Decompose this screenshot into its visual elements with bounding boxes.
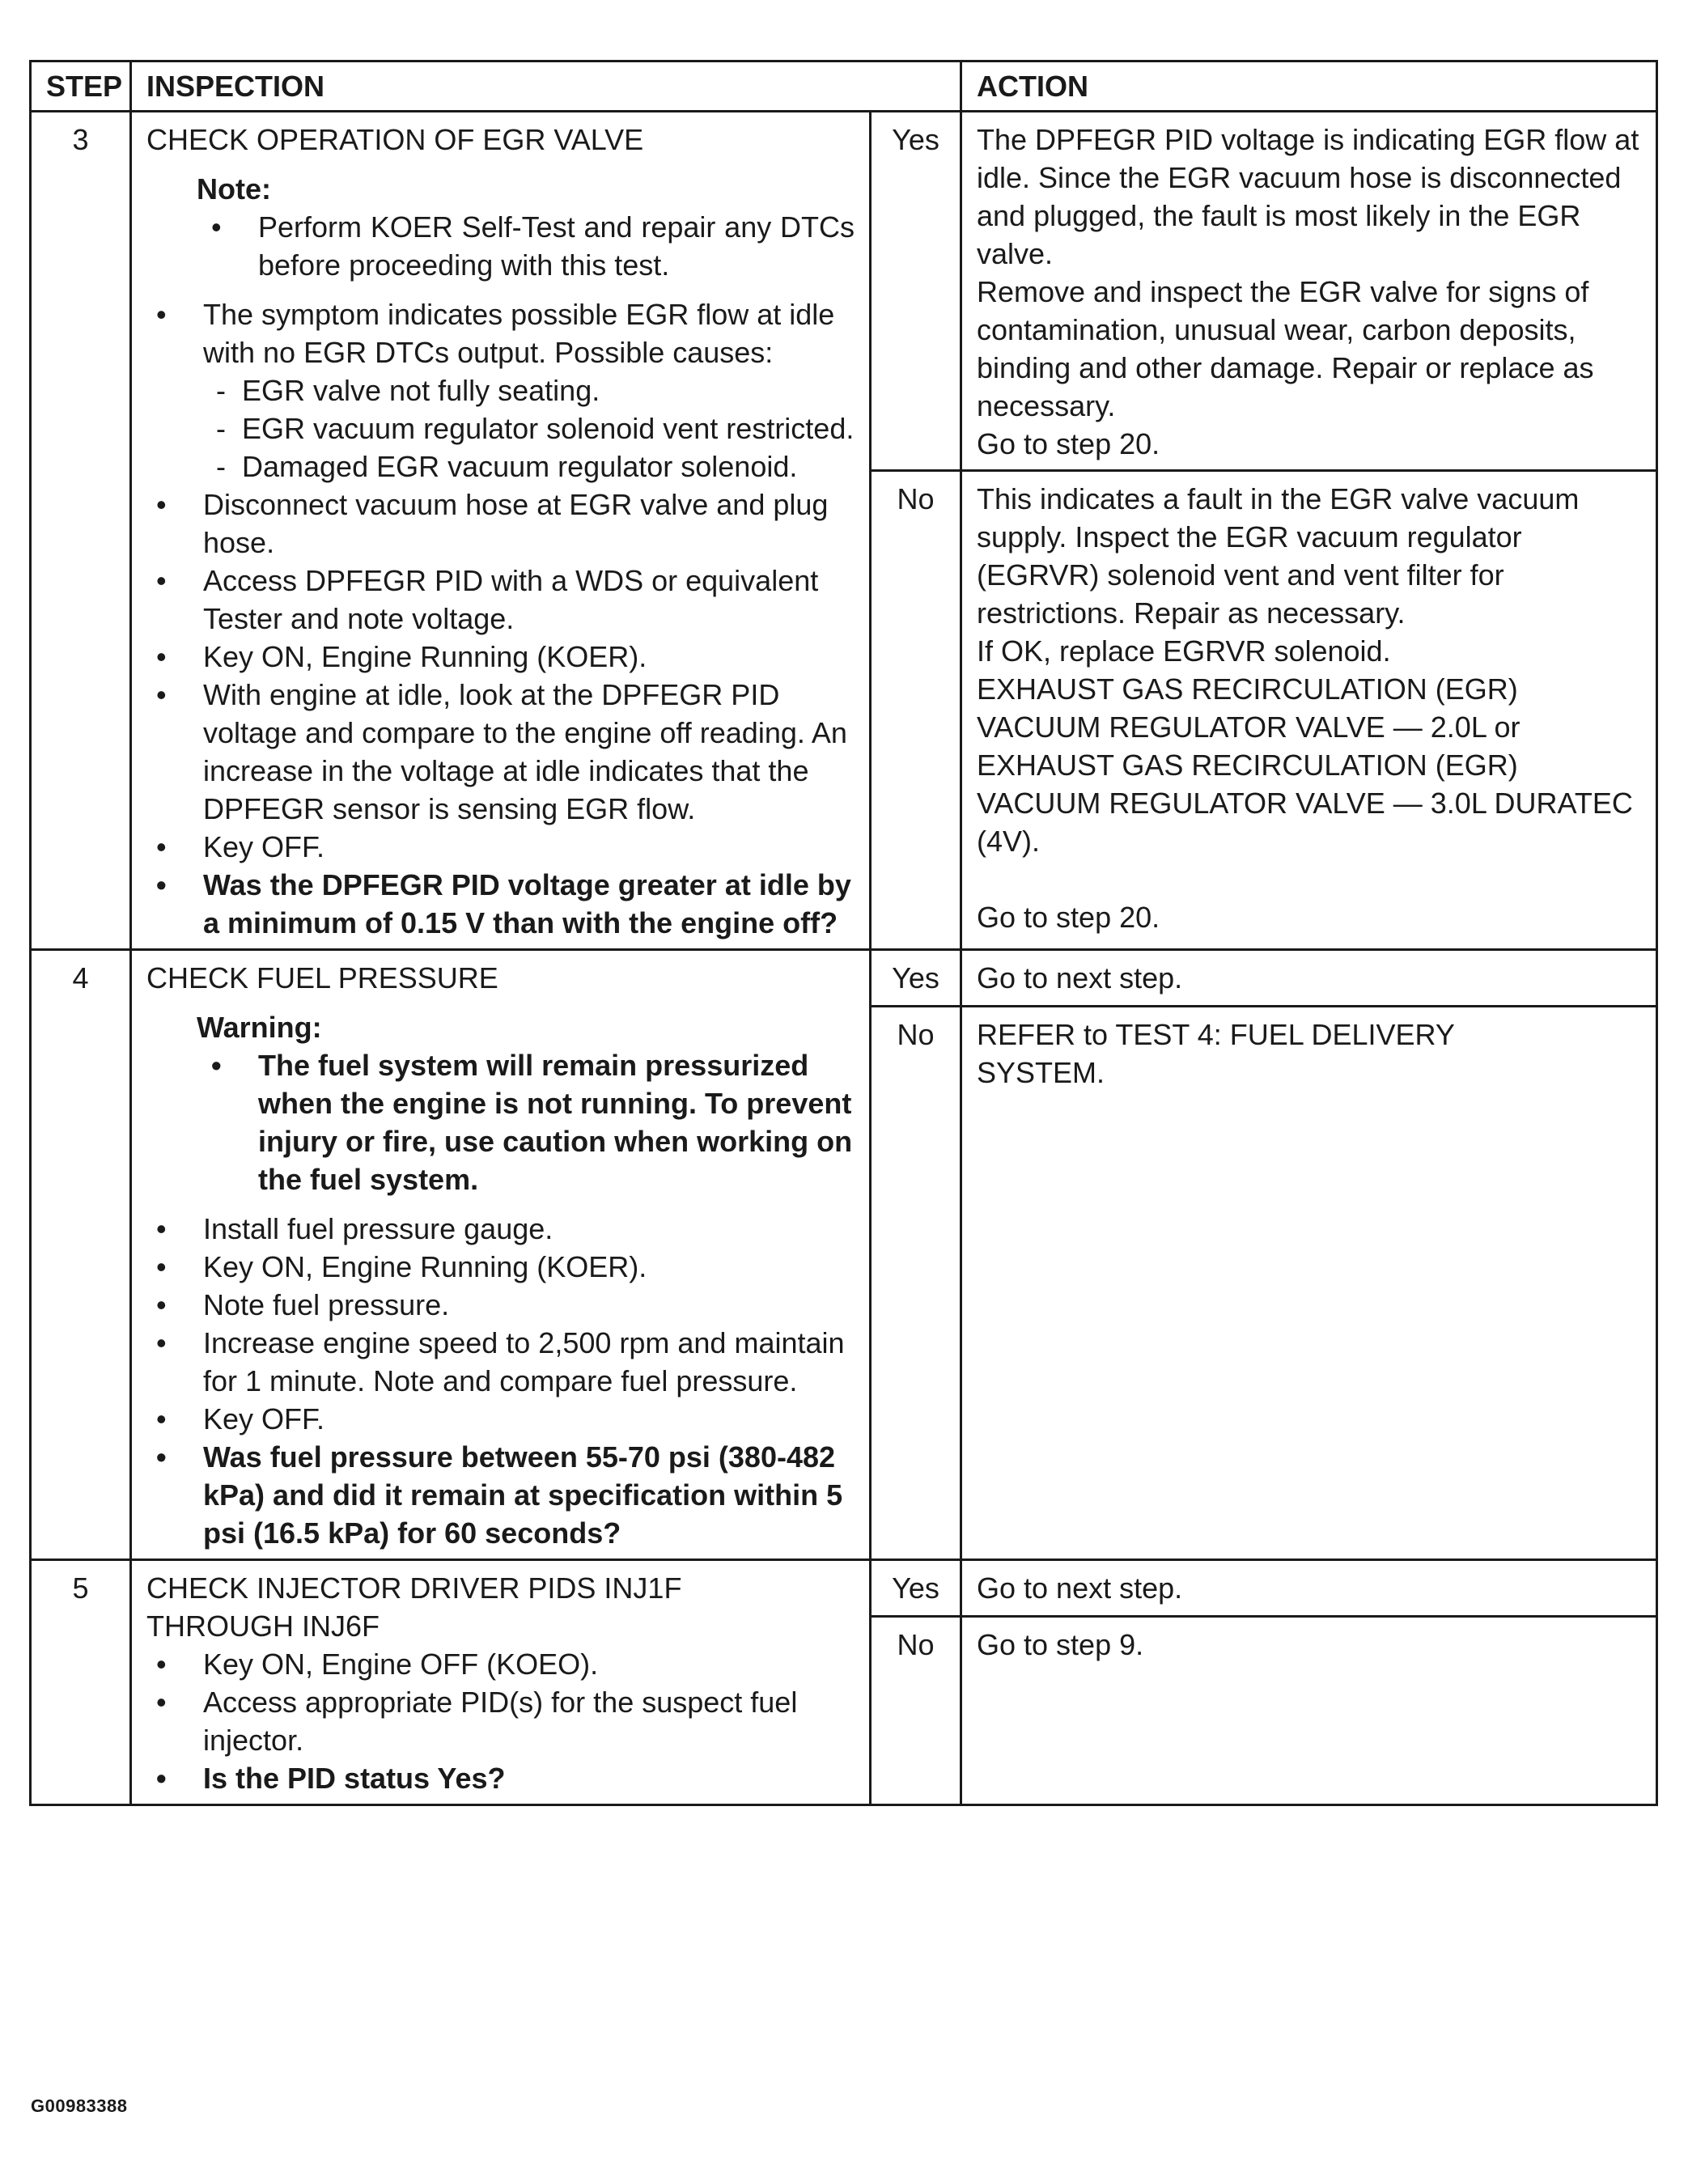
list-item: • Increase engine speed to 2,500 rpm and maintain for 1 minute. Note and compare fuel pressure. — [146, 1324, 855, 1400]
header-action: ACTION — [961, 61, 1657, 112]
list-item: • Disconnect vacuum hose at EGR valve and plug hose. — [146, 486, 855, 562]
action-text: If OK, replace EGRVR solenoid. — [977, 634, 1391, 668]
list-item: • Install fuel pressure gauge. — [146, 1210, 855, 1248]
question-item: • Was fuel pressure between 55-70 psi (380-482 kPa) and did it remain at specification within 5 psi (16.5 kPa) for 60 seconds? — [146, 1438, 855, 1552]
question-item: • Is the PID status Yes? — [146, 1759, 855, 1797]
note-item: • Perform KOER Self-Test and repair any DTCs before proceeding with this test. — [146, 208, 855, 284]
action-text: The DPFEGR PID voltage is indicating EGR flow at idle. Since the EGR vacuum hose is disconnected and plugged, the fault is most likely in the EGR valve. — [977, 123, 1639, 270]
action-text: Go to step 9. — [977, 1628, 1144, 1661]
inspection-cell — [131, 950, 871, 1560]
action-text: Go to step 20. — [977, 901, 1160, 934]
causes-list — [146, 371, 855, 486]
inspection-cell — [131, 1560, 871, 1805]
list-item: • Key OFF. — [146, 1400, 855, 1438]
list-item-text: The symptom indicates possible EGR flow at idle with no EGR DTCs output. Possible causes: — [203, 298, 835, 369]
cause-item: - EGR valve not fully seating. — [146, 371, 855, 409]
list-item: • With engine at idle, look at the DPFEGR PID voltage and compare to the engine off reading. An increase in the voltage at idle indicates that the DPFEGR sensor is sensing EGR flow. — [146, 676, 855, 828]
inspection-list — [146, 1645, 855, 1797]
cause-item: - Damaged EGR vacuum regulator solenoid. — [146, 447, 855, 486]
yes-action — [961, 950, 1657, 1007]
yes-label: Yes — [871, 950, 961, 1007]
step-4-yes-row — [31, 950, 1657, 1007]
spacer — [977, 860, 1641, 898]
list-item — [146, 295, 855, 486]
note-label: Note: — [197, 172, 271, 206]
list-item: • Note fuel pressure. — [146, 1286, 855, 1324]
step-number: 4 — [31, 950, 131, 1560]
yes-action — [961, 112, 1657, 471]
list-item: • Access DPFEGR PID with a WDS or equivalent Tester and note voltage. — [146, 562, 855, 638]
yes-action — [961, 1560, 1657, 1617]
list-item: • Key OFF. — [146, 828, 855, 866]
action-text: Go to next step. — [977, 961, 1183, 994]
step-title: CHECK INJECTOR DRIVER PIDS INJ1F THROUGH INJ6F — [146, 1571, 682, 1643]
list-item: • Key ON, Engine Running (KOER). — [146, 638, 855, 676]
step-5-yes-row — [31, 1560, 1657, 1617]
action-text: Go to next step. — [977, 1571, 1183, 1605]
action-text: EXHAUST GAS RECIRCULATION (EGR) VACUUM REGULATOR VALVE — 2.0L or EXHAUST GAS RECIRCULATION (EGR) VACUUM REGULATOR VALVE — 3.0L DURATEC (4V). — [977, 672, 1633, 858]
warning-list — [146, 1046, 855, 1198]
inspection-list — [146, 1210, 855, 1552]
step-3-yes-row — [31, 112, 1657, 471]
note-list — [146, 208, 855, 284]
step-title: CHECK FUEL PRESSURE — [146, 961, 498, 994]
no-action — [961, 1617, 1657, 1805]
action-text: REFER to TEST 4: FUEL DELIVERY SYSTEM. — [977, 1018, 1455, 1089]
no-label: No — [871, 1617, 961, 1805]
no-action — [961, 1007, 1657, 1560]
inspection-list — [146, 295, 855, 942]
list-item: • Key ON, Engine Running (KOER). — [146, 1248, 855, 1286]
warning-label: Warning: — [197, 1011, 322, 1044]
header-inspection: INSPECTION — [131, 61, 961, 112]
list-item: • Key ON, Engine OFF (KOEO). — [146, 1645, 855, 1683]
step-title: CHECK OPERATION OF EGR VALVE — [146, 123, 644, 156]
step-number: 5 — [31, 1560, 131, 1805]
header-row — [31, 61, 1657, 112]
question-item: • Was the DPFEGR PID voltage greater at idle by a minimum of 0.15 V than with the engine off? — [146, 866, 855, 942]
inspection-cell — [131, 112, 871, 950]
yes-label: Yes — [871, 1560, 961, 1617]
figure-id: G00983388 — [31, 2096, 128, 2116]
no-action — [961, 471, 1657, 950]
warning-item: • The fuel system will remain pressurized when the engine is not running. To prevent injury or fire, use caution when working on the fuel system. — [146, 1046, 855, 1198]
action-text: Go to step 20. — [977, 427, 1160, 460]
action-text: Remove and inspect the EGR valve for signs of contamination, unusual wear, carbon deposits, binding and other damage. Repair or replace as necessary. — [977, 275, 1594, 422]
header-step: STEP — [31, 61, 131, 112]
step-number: 3 — [31, 112, 131, 950]
cause-item: - EGR vacuum regulator solenoid vent restricted. — [146, 409, 855, 447]
no-label: No — [871, 471, 961, 950]
action-text: This indicates a fault in the EGR valve vacuum supply. Inspect the EGR vacuum regulator (EGRVR) solenoid vent and vent filter for restrictions. Repair as necessary. — [977, 482, 1580, 630]
diagnostic-table — [29, 60, 1658, 1806]
list-item: • Access appropriate PID(s) for the suspect fuel injector. — [146, 1683, 855, 1759]
yes-label: Yes — [871, 112, 961, 471]
no-label: No — [871, 1007, 961, 1560]
